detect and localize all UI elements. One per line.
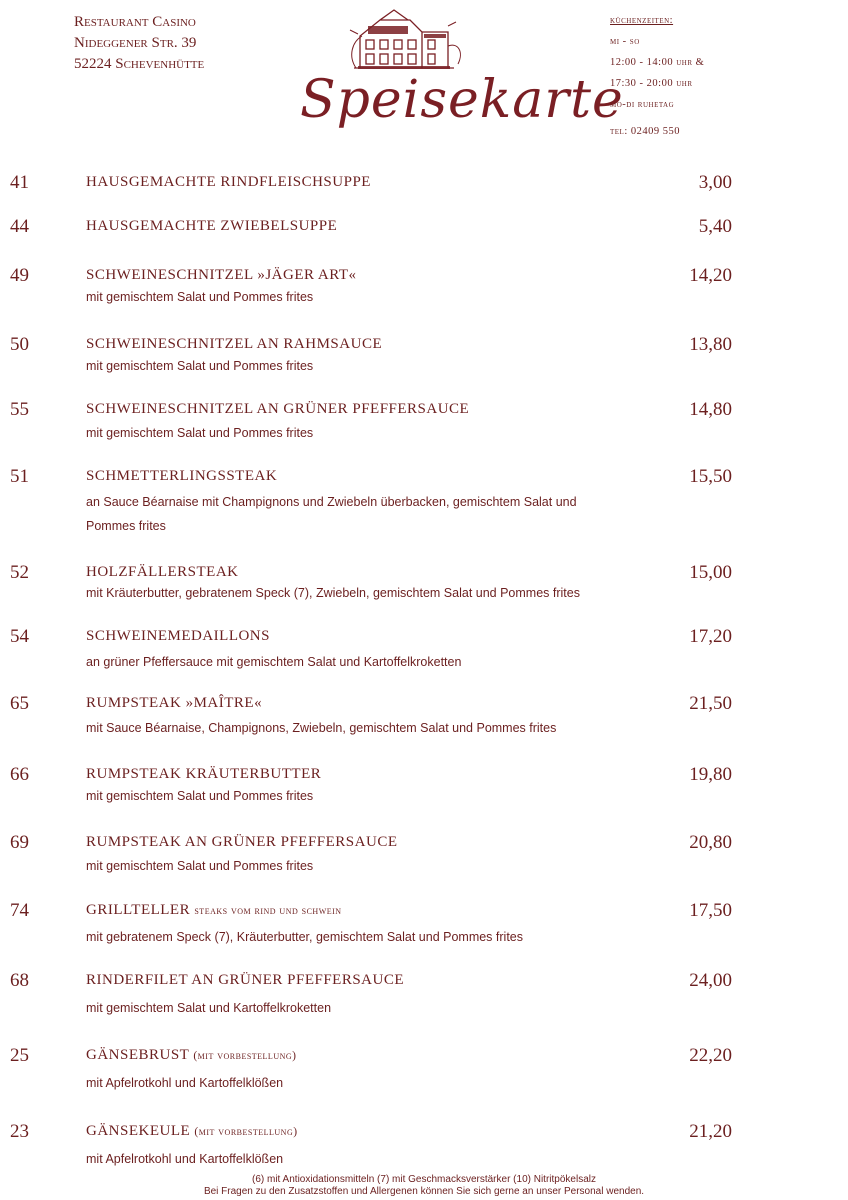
item-name: RUMPSTEAK »MAÎTRE« — [86, 695, 263, 711]
item-number: 52 — [10, 562, 29, 583]
item-number: 68 — [10, 970, 29, 991]
item-price: 5,40 — [698, 216, 732, 237]
hours-time-1: 12:00 - 14:00 uhr & — [610, 57, 705, 68]
item-price: 17,50 — [689, 900, 732, 921]
item-description: mit gebratenem Speck (7), Kräuterbutter, gemischtem Salat und Pommes frites — [86, 930, 523, 944]
allergen-footer — [0, 1174, 848, 1198]
additives-note: (6) mit Antioxidationsmitteln (7) mit Geschmacksverstärker (10) Nitritpökelsalz — [252, 1174, 596, 1185]
item-name: SCHWEINESCHNITZEL AN RAHMSAUCE — [86, 336, 383, 352]
item-price: 24,00 — [689, 970, 732, 991]
item-description: an Sauce Béarnaise mit Champignons und Zwiebeln überbacken, gemischtem Salat und Pommes frites — [86, 495, 577, 533]
item-number: 69 — [10, 832, 29, 853]
item-description: an grüner Pfeffersauce mit gemischtem Salat und Kartoffelkroketten — [86, 655, 462, 669]
item-description: mit gemischtem Salat und Pommes frites — [86, 359, 314, 373]
item-description: mit gemischtem Salat und Kartoffelkroketten — [86, 1001, 332, 1015]
item-name: SCHWEINESCHNITZEL AN GRÜNER PFEFFERSAUCE — [86, 401, 470, 417]
restaurant-street: Nideggener Str. 39 — [74, 35, 197, 51]
item-description: mit gemischtem Salat und Pommes frites — [86, 789, 314, 803]
item-price: 21,20 — [689, 1121, 732, 1142]
item-price: 15,50 — [689, 466, 732, 487]
page-title: Speisekarte — [300, 70, 624, 130]
item-name: RINDERFILET AN GRÜNER PFEFFERSAUCE — [86, 972, 405, 988]
item-subtitle: (mit vorbestellung) — [193, 1050, 297, 1062]
item-description: mit gemischtem Salat und Pommes frites — [86, 290, 314, 304]
item-name: SCHWEINEMEDAILLONS — [86, 628, 270, 644]
item-price: 3,00 — [698, 172, 732, 193]
item-number: 55 — [10, 399, 29, 420]
item-number: 66 — [10, 764, 29, 785]
item-price: 14,80 — [689, 399, 732, 420]
kitchen-hours — [610, 10, 704, 142]
item-description: mit Apfelrotkohl und Kartoffelklößen — [86, 1076, 284, 1090]
item-description: mit gemischtem Salat und Pommes frites — [86, 426, 314, 440]
item-price: 21,50 — [689, 693, 732, 714]
hours-days: mi - so — [610, 36, 640, 47]
hours-heading: küchenzeiten: — [610, 15, 674, 26]
item-subtitle: (mit vorbestellung) — [194, 1126, 298, 1138]
item-name: SCHWEINESCHNITZEL »JÄGER ART« — [86, 267, 357, 283]
item-price: 19,80 — [689, 764, 732, 785]
item-description: mit Kräuterbutter, gebratenem Speck (7), Zwiebeln, gemischtem Salat und Pommes frites — [86, 586, 580, 600]
item-price: 17,20 — [689, 626, 732, 647]
item-number: 44 — [10, 216, 29, 237]
item-number: 54 — [10, 626, 29, 647]
item-description: mit Sauce Béarnaise, Champignons, Zwiebeln, gemischtem Salat und Pommes frites — [86, 721, 557, 735]
item-name: HAUSGEMACHTE ZWIEBELSUPPE — [86, 218, 338, 234]
item-name: RUMPSTEAK KRÄUTERBUTTER — [86, 766, 322, 782]
item-price: 14,20 — [689, 265, 732, 286]
item-number: 74 — [10, 900, 29, 921]
restaurant-name: Restaurant Casino — [74, 14, 196, 30]
hours-closed: mo-di ruhetag — [610, 99, 675, 110]
item-description: mit gemischtem Salat und Pommes frites — [86, 859, 314, 873]
item-number: 65 — [10, 693, 29, 714]
item-price: 15,00 — [689, 562, 732, 583]
hours-time-2: 17:30 - 20:00 uhr — [610, 78, 693, 89]
item-description: mit Apfelrotkohl und Kartoffelklößen — [86, 1152, 284, 1166]
item-name: RUMPSTEAK AN GRÜNER PFEFFERSAUCE — [86, 834, 398, 850]
item-number: 23 — [10, 1121, 29, 1142]
restaurant-address — [74, 12, 204, 75]
item-subtitle: steaks vom rind und schwein — [194, 905, 342, 917]
item-number: 41 — [10, 172, 29, 193]
item-number: 50 — [10, 334, 29, 355]
item-name: GRILLTELLER steaks vom rind und schwein — [86, 902, 342, 918]
item-price: 20,80 — [689, 832, 732, 853]
item-name: HOLZFÄLLERSTEAK — [86, 564, 239, 580]
allergen-note: Bei Fragen zu den Zusatzstoffen und Allergenen können Sie sich gerne an unser Personal wenden. — [203, 1186, 645, 1197]
item-name: GÄNSEKEULE (mit vorbestellung) — [86, 1123, 298, 1139]
item-name: SCHMETTERLINGSSTEAK — [86, 468, 278, 484]
item-number: 49 — [10, 265, 29, 286]
item-price: 22,20 — [689, 1045, 732, 1066]
item-price: 13,80 — [689, 334, 732, 355]
item-number: 51 — [10, 466, 29, 487]
item-name: GÄNSEBRUST (mit vorbestellung) — [86, 1047, 297, 1063]
item-name: HAUSGEMACHTE RINDFLEISCHSUPPE — [86, 174, 371, 190]
item-number: 25 — [10, 1045, 29, 1066]
hours-phone: tel: 02409 550 — [610, 126, 680, 137]
restaurant-city: 52224 Schevenhütte — [74, 56, 205, 72]
